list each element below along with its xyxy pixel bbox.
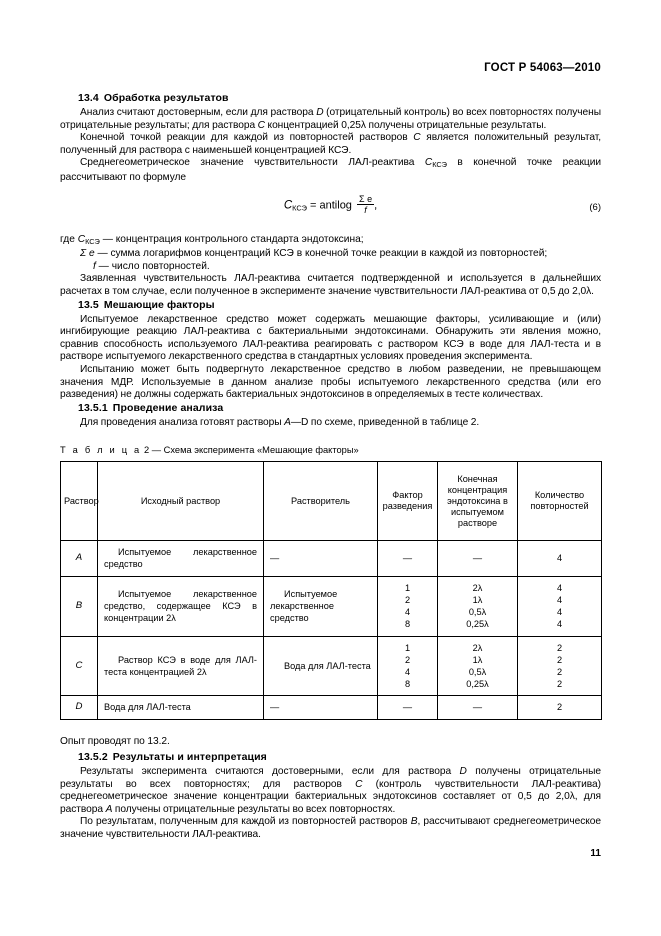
value: — <box>402 553 413 564</box>
row-d-repeats-values <box>524 701 595 713</box>
row-a-letter: A <box>61 541 98 576</box>
value: 0,25λ <box>466 679 489 690</box>
experiment-scheme-table <box>60 461 602 719</box>
formula-trailing-comma: , <box>374 198 378 211</box>
after-table-note: Опыт проводят по 13.2. <box>60 735 170 747</box>
table-header-solvent: Растворитель <box>264 462 378 541</box>
row-c-concentration-values <box>444 642 511 691</box>
table-header-row <box>61 462 602 541</box>
paragraph-13-4-4: Заявленная чувствительность ЛАЛ-реактива считается подтвержденной и используется в дальнейших расчетах в том случае, если полученное в эксперименте значение чувствительности ЛАЛ-реактива от 0,5 до 2,0λ. <box>60 273 601 297</box>
row-b-solvent: Испытуемое лекарственное средство <box>264 576 378 636</box>
paragraph-13-5-2-2: По результатам, полученным для каждой из повторностей растворов B, рассчитывают среднегеометрическое значение чувствительности ЛАЛ-реактива. <box>60 816 601 841</box>
row-c-dilution <box>378 636 438 696</box>
row-c-dilution-values <box>384 642 431 691</box>
table-caption-number: 2 <box>143 445 150 456</box>
heading-13-5-1-number: 13.5.1 <box>78 401 108 414</box>
table-caption-label: Т а б л и ц а <box>60 445 142 456</box>
row-b-dilution-values <box>384 582 431 631</box>
value: 8 <box>404 619 411 630</box>
value: 4 <box>556 553 563 564</box>
heading-13-4-title: Обработка результатов <box>103 92 229 104</box>
row-b-repeats-values <box>524 582 595 631</box>
formula-legend-sub-1: КСЭ <box>85 236 100 246</box>
row-c-repeats-values <box>524 642 595 691</box>
page-number: 11 <box>590 848 601 859</box>
formula-legend <box>60 234 601 274</box>
value: 4 <box>556 582 563 593</box>
formula-lhs-variable: C <box>283 198 293 211</box>
running-head-standard-number: ГОСТ Р 54063—2010 <box>484 62 601 74</box>
row-b-repeats <box>518 576 602 636</box>
paragraph-13-4-3 <box>60 157 601 184</box>
table-header-solution: Раствор <box>61 462 98 541</box>
value: 1λ <box>472 654 483 665</box>
row-d-repeats <box>518 696 602 719</box>
value: 4 <box>556 594 563 605</box>
formula-operator: = antilog <box>310 198 352 211</box>
value: 0,5λ <box>468 666 487 677</box>
paragraph-13-5-2: Испытанию может быть подвергнуто лекарственное средство в любом разведении, не превышающем значения МДР. Используемые в данном анализе пробы испытуемого лекарственного средства (или его разведения) не должны содержать бактериальных эндотоксинов в определяемых в тесте количествах. <box>60 363 601 401</box>
heading-13-5-title: Мешающие факторы <box>103 298 215 311</box>
formula-fraction <box>357 194 374 215</box>
formula-legend-text-2: — сумма логарифмов концентраций КСЭ в конечной точке реакции в каждой из повторностей; <box>94 248 548 260</box>
paragraph-13-5-1: Испытуемое лекарственное средство может содержать мешающие факторы, усиливающие и (или) ингибирующие реакцию ЛАЛ-реактива с бактериальными эндотоксинами. Обнаружить эти явления можно, сравнив способность используемого ЛАЛ-реактива реагировать с раствором КСЭ в воде для ЛАЛ-теста и в растворе испытуемого лекарственного средства в стандартных условиях проведения эксперимента. <box>60 313 601 363</box>
value: — <box>402 702 413 713</box>
table-caption-dash: — <box>151 445 162 456</box>
table-row <box>61 696 602 719</box>
row-a-source: Испытуемое лекарственное средство <box>98 541 264 576</box>
formula-legend-item-3 <box>60 261 601 274</box>
row-d-concentration <box>438 696 518 719</box>
value: 2 <box>556 666 563 677</box>
row-b-concentration-values <box>444 582 511 631</box>
value: 1 <box>404 582 411 593</box>
row-a-dilution <box>378 541 438 576</box>
formula-legend-text-3: — число повторностей. <box>95 260 210 272</box>
heading-13-5-2-number: 13.5.2 <box>78 751 108 764</box>
row-b-dilution <box>378 576 438 636</box>
table-caption-text: Схема эксперимента «Мешающие факторы» <box>163 445 359 456</box>
row-a-concentration <box>438 541 518 576</box>
row-c-concentration <box>438 636 518 696</box>
value: 4 <box>556 619 563 630</box>
table-header-repeat-count: Количество повторностей <box>518 462 602 541</box>
value: 2λ <box>472 642 483 653</box>
value: 2 <box>556 702 563 713</box>
row-a-solvent: — <box>264 541 378 576</box>
value: 2 <box>404 594 411 605</box>
value: 1λ <box>472 594 483 605</box>
heading-13-5-1 <box>60 402 601 414</box>
table-header-dilution-factor: Фактор разведения <box>378 462 438 541</box>
paragraph-13-5-1-text: Для проведения анализа готовят растворы A—D по схеме, приведенной в таблице 2. <box>80 416 480 428</box>
paragraph-13-4-3-lead: Среднегеометрическое значение чувствительности ЛАЛ-реактива C <box>80 157 433 169</box>
value: 4 <box>556 607 563 618</box>
value: 4 <box>404 607 411 618</box>
formula-legend-item-2 <box>60 248 601 261</box>
value: 0,25λ <box>466 619 489 630</box>
table-caption <box>60 445 601 455</box>
heading-13-5-2-title: Результаты и интерпретация <box>112 751 267 764</box>
value: 8 <box>404 679 411 690</box>
row-a-concentration-values <box>444 552 511 564</box>
after-table-block <box>60 736 601 842</box>
row-d-dilution-values <box>384 701 431 713</box>
row-a-dilution-values <box>384 552 431 564</box>
formula-legend-item-1 <box>60 234 601 249</box>
row-c-solvent: Вода для ЛАЛ-теста <box>264 636 378 696</box>
row-d-solvent: — <box>264 696 378 719</box>
table-row <box>61 576 602 636</box>
row-a-repeats <box>518 541 602 576</box>
paragraph-13-4-3-subscript: КСЭ <box>432 160 447 170</box>
value: 0,5λ <box>468 607 487 618</box>
formula-numerator: Σ e <box>359 193 373 204</box>
row-c-letter: C <box>61 636 98 696</box>
table-body <box>61 541 602 719</box>
value: 2λ <box>472 582 483 593</box>
value: 2 <box>556 679 563 690</box>
paragraph-13-4-2: Конечной точкой реакции для каждой из повторностей растворов C является положительный результат, полученный для раствора с наименьшей концентрацией КСЭ. <box>60 132 602 156</box>
heading-13-5-1-title: Проведение анализа <box>112 401 224 414</box>
value: — <box>472 702 483 713</box>
formula-number: (6) <box>589 201 601 213</box>
formula-6 <box>60 195 601 216</box>
heading-13-4 <box>60 92 601 104</box>
value: 1 <box>404 642 411 653</box>
paragraph-13-4-3-tail: в конечной точке реакции рассчитывают по формуле <box>60 157 601 183</box>
row-d-source: Вода для ЛАЛ-теста <box>98 696 264 719</box>
value: 4 <box>404 666 411 677</box>
paragraph-13-5-2-1: Результаты эксперимента считаются достоверными, если для раствора D получены отрицательные результаты во всех повторностях; для растворов C (контроль чувствительности ЛАЛ-реактива) среднегеометрическое значение концентрации бактериальных эндотоксинов составляет от 0,5 до 2,0λ, для раствора A получены отрицательные результаты во всех повторностях. <box>60 766 601 815</box>
table-row <box>61 541 602 576</box>
document-body <box>60 92 601 842</box>
formula-legend-intro: где <box>60 233 75 245</box>
heading-13-5-2 <box>60 751 601 763</box>
formula-lhs-subscript: КСЭ <box>292 202 307 212</box>
formula-legend-var-2: Σ e <box>80 248 95 260</box>
row-b-letter: B <box>61 576 98 636</box>
formula-block <box>60 195 601 225</box>
row-c-repeats <box>518 636 602 696</box>
value: 2 <box>556 642 563 653</box>
table-header-final-concentration: Конечная концентрация эндотоксина в испытуемом растворе <box>438 462 518 541</box>
paragraph-13-4-1: Анализ считают достоверным, если для раствора D (отрицательный контроль) во всех повторностях получены отрицательные результаты; для раствора C концентрацией 0,25λ получены отрицательные результаты. <box>60 107 601 131</box>
row-d-letter: D <box>61 696 98 719</box>
heading-13-5 <box>60 299 601 311</box>
value: — <box>472 553 483 564</box>
row-c-source: Раствор КСЭ в воде для ЛАЛ-теста концентрацией 2λ <box>98 636 264 696</box>
value: 2 <box>404 654 411 665</box>
heading-13-5-number: 13.5 <box>78 298 99 311</box>
row-b-source: Испытуемое лекарственное средство, содержащее КСЭ в концентрации 2λ <box>98 576 264 636</box>
page-content <box>60 0 601 936</box>
formula-legend-var-3: f <box>93 260 96 272</box>
formula-legend-var-1: C <box>77 233 86 245</box>
table-header <box>61 462 602 541</box>
table-row <box>61 636 602 696</box>
row-d-concentration-values <box>444 701 511 713</box>
formula-legend-text-1: — концентрация контрольного стандарта эндотоксина; <box>99 233 364 245</box>
value: 2 <box>556 654 563 665</box>
table-header-source-solution: Исходный раствор <box>98 462 264 541</box>
formula-denominator: f <box>364 204 367 215</box>
heading-13-4-number: 13.4 <box>78 92 99 104</box>
row-d-dilution <box>378 696 438 719</box>
row-a-repeats-values <box>524 552 595 564</box>
row-b-concentration <box>438 576 518 636</box>
